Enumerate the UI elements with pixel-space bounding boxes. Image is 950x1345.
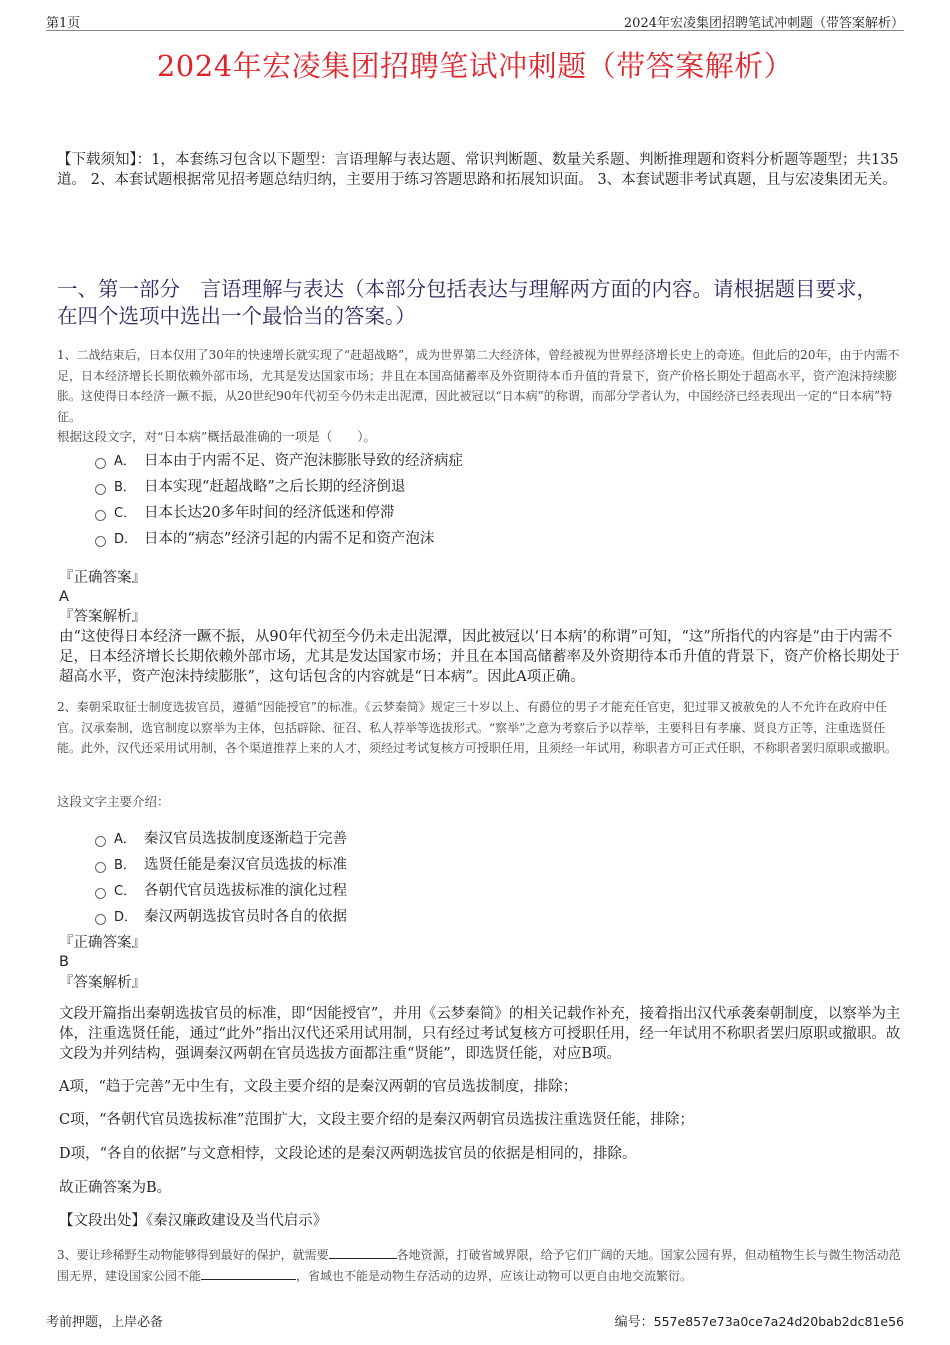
page-title: 2024年宏凌集团招聘笔试冲刺题（带答案解析） — [156, 49, 794, 83]
q3-stem: 3、要让珍稀野生动物能够得到最好的保护，就需要 各地资源，打破省域界限，给予它们广阔的天地。国家公园有界，但动植物生长与微生物活动范围无界，建设国家公园不能 ，省域也不能是动物生存活动的边界，应该让动物可以更自由地交流繁衍。 — [57, 1248, 901, 1283]
q1-analysis-label: 『答案解析』 — [59, 609, 146, 625]
radio-icon[interactable] — [95, 914, 106, 925]
radio-icon[interactable] — [95, 536, 106, 547]
q2-prompt: 这段文字主要介绍： — [57, 794, 170, 809]
page-header — [46, 10, 904, 31]
q1-answer: A — [59, 589, 69, 605]
q2-conclusion: 故正确答案为B。 — [59, 1180, 172, 1196]
footer-slogan: 考前押题，上岸必备 — [46, 1315, 164, 1330]
q1-option-b[interactable]: B． 日本实现“赶超战略”之后长期的经济倒退 — [95, 472, 695, 498]
q2-elimination-c: C项，“各朝代官员选拔标准”范围扩大，文段主要介绍的是秦汉两朝官员选拔注重选贤任能，排除； — [59, 1112, 694, 1128]
q1-prompt: 根据这段文字，对“日本病”概括最准确的一项是（ ）。 — [57, 429, 377, 444]
q1-stem: 1、二战结束后，日本仅用了30年的快速增长就实现了“赶超战略”，成为世界第二大经济体，曾经被视为世界经济增长史上的奇迹。但此后的20年，由于内需不足，日本经济增长长期依赖外部市场，尤其是发达国家市场；并且在本国高储蓄率及外资期待本币升值的背景下，资产价格长期处于超高水平，资产泡沫持续膨胀。这使得日本经济一蹶不振，从20世纪90年代初至今仍未走出泥潭，因此被冠以“日本病”的称谓，而部分学者认为，中国经济已经表现出一定的“日本病”特征。 — [57, 348, 900, 424]
radio-icon[interactable] — [95, 888, 106, 899]
q1-option-d[interactable]: D． 日本的“病态”经济引起的内需不足和资产泡沫 — [95, 524, 695, 550]
radio-icon[interactable] — [95, 458, 106, 469]
radio-icon[interactable] — [95, 862, 106, 873]
radio-icon[interactable] — [95, 484, 106, 495]
q2-analysis-label: 『答案解析』 — [59, 975, 146, 991]
q2-option-a[interactable]: A． 秦汉官员选拔制度逐渐趋于完善 — [95, 824, 695, 850]
q2-options — [95, 824, 695, 928]
q2-analysis: 文段开篇指出秦朝选拔官员的标准，即“因能授官”，并用《云梦秦简》的相关记载作补充，接着指出汉代承袭秦朝制度，以察举为主体，注重选贤任能，通过“此外”指出汉代还采用试用制，只有经过考试复核方可授职任用，经一年试用不称职者罢归原职或撤职。故文段为并列结构，强调秦汉两朝在官员选拔方面都注重“贤能”，即选贤任能，对应B项。 — [59, 1006, 901, 1062]
q1-option-a[interactable]: A． 日本由于内需不足、资产泡沫膨胀导致的经济病症 — [95, 446, 695, 472]
q2-option-b[interactable]: B． 选贤任能是秦汉官员选拔的标准 — [95, 850, 695, 876]
radio-icon[interactable] — [95, 510, 106, 521]
fill-blank-1[interactable] — [329, 1246, 397, 1259]
q2-option-c[interactable]: C． 各朝代官员选拔标准的演化过程 — [95, 876, 695, 902]
download-notice: 【下载须知】：1，本套练习包含以下题型：言语理解与表达题、常识判断题、数量关系题、判断推理题和资料分析题等题型；共135道。 2、本套试题根据常见招考题总结归纳，主要用于练习答题思路和拓展知识面。 3、本套试题非考试真题，且与宏凌集团无关。 — [57, 152, 899, 188]
section-heading: 一、第一部分 言语理解与表达（本部分包括表达与理解两方面的内容。请根据题目要求，在四个选项中选出一个最恰当的答案。） — [57, 277, 877, 328]
q2-elimination-a: A项，“趋于完善”无中生有，文段主要介绍的是秦汉两朝的官员选拔制度，排除； — [59, 1079, 578, 1095]
header-doc-title: 2024年宏凌集团招聘笔试冲刺题（带答案解析） — [623, 16, 904, 31]
q1-options — [95, 446, 695, 550]
q2-source: 【文段出处】《秦汉廉政建设及当代启示》 — [59, 1213, 328, 1229]
footer-code: 编号：557e857e73a0ce7a24d20bab2dc81e56 — [614, 1314, 904, 1330]
q1-analysis: 由“这使得日本经济一蹶不振，从90年代初至今仍未走出泥潭，因此被冠以‘日本病’的称谓”可知，“这”所指代的内容是“由于内需不足，日本经济增长长期依赖外部市场，尤其是发达国家市场；并且在本国高储蓄率及外资期待本币升值的背景下，资产价格长期处于超高水平，资产泡沫持续膨胀”，这句话包含的内容就是“日本病”。因此A项正确。 — [59, 629, 900, 685]
q1-answer-label: 『正确答案』 — [59, 570, 146, 586]
q2-elimination-d: D项，“各自的依据”与文意相悖，文段论述的是秦汉两朝选拔官员的依据是相同的，排除。 — [59, 1146, 637, 1162]
q1-option-c[interactable]: C． 日本长达20多年时间的经济低迷和停滞 — [95, 498, 695, 524]
page-number: 第1页 — [46, 16, 81, 31]
q2-stem: 2、秦朝采取征士制度选拔官员，遵循“因能授官”的标准。《云梦秦简》规定三十岁以上、有爵位的男子才能充任官吏，犯过罪又被赦免的人不允许在政府中任官。汉承秦制，选官制度以察举为主体，包括辟除、征召、私人荐举等选拔形式。“察举”之意为考察后予以荐举，主要科目有孝廉、贤良方正等，注重选贤任能。此外，汉代还采用试用制，各个渠道推荐上来的人才，须经过考试复核方可授职任用，且须经一年试用，称职者方可正式任职，不称职者罢归原职或撤职。 — [57, 700, 898, 755]
q2-answer: B — [59, 954, 69, 970]
q2-option-d[interactable]: D． 秦汉两朝选拔官员时各自的依据 — [95, 902, 695, 928]
radio-icon[interactable] — [95, 836, 106, 847]
fill-blank-2[interactable] — [201, 1267, 296, 1280]
q2-answer-label: 『正确答案』 — [59, 935, 146, 951]
